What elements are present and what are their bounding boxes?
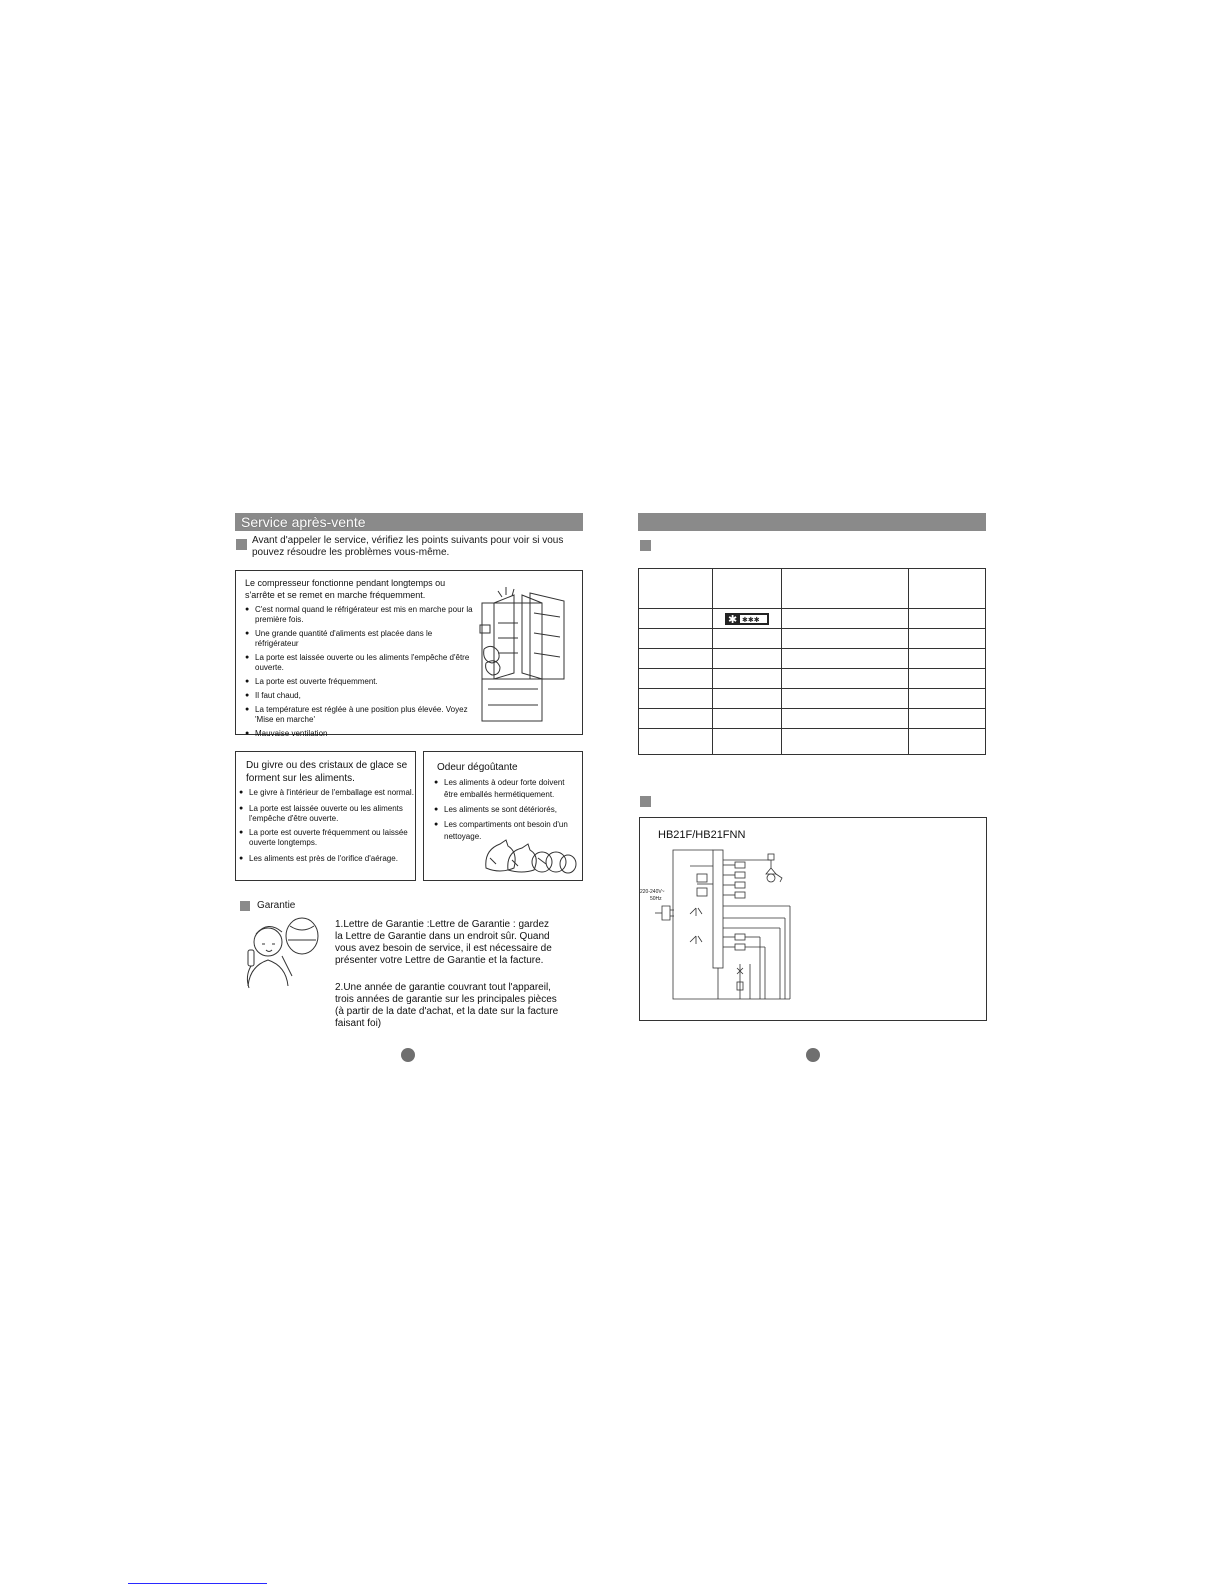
list-item: ● Les aliments est près de l'orifice d'aérage. [239,854,415,864]
table-row [639,729,986,755]
left-header-title: Service après-vente [241,514,366,530]
wiring-model-label: HB21F/HB21FNN [658,829,746,841]
frost-box-title: Du givre ou des cristaux de glace se forment sur les aliments. [246,760,408,784]
compressor-box [235,570,583,738]
right-page-number [806,1048,820,1062]
right-header-bar [638,513,986,531]
bottom-link-underline[interactable] [128,1583,267,1584]
specification-table [638,568,986,755]
fridge-illustration [474,583,574,723]
garantie-paragraph-2: 2.Une année de garantie couvrant tout l'appareil, trois années de garantie sur les principales pièces (à partir de la date d'achat, et la date sur la facture faisant foi) [335,982,559,1029]
table-row [639,689,986,709]
table-row [639,709,986,729]
freezer-star-rating-icon [725,613,769,625]
list-item: ● Il faut chaud, [245,691,473,701]
intro-text: Avant d'appeler le service, vérifiez les points suivants pour voir si vous pouvez résoudre les problèmes vous-même. [252,535,564,558]
svg-text:✱✱✱: ✱✱✱ [742,615,760,624]
garantie-bullet-square [240,901,250,911]
list-item: ● Le givre à l'intérieur de l'emballage est normal. [239,788,415,798]
left-page-number [401,1048,415,1062]
compressor-list [245,605,473,743]
list-item: ● La porte est laissée ouverte ou les aliments l'empêche d'être ouverte. [239,804,415,824]
table-section-square [640,540,651,551]
garantie-heading: Garantie [257,900,296,911]
odor-box [423,751,583,881]
table-row [639,669,986,689]
food-bags-illustration [482,838,578,876]
table-row [639,609,986,629]
list-item: ● La porte est ouverte fréquemment. [245,677,473,687]
list-item: ● Mauvaise ventilation [245,729,473,739]
compressor-box-title: Le compresseur fonctionne pendant longtemps ou s'arrête et se remet en marche fréquemment. [245,578,446,600]
odor-list [434,777,580,847]
left-header-bar [235,513,583,531]
wiring-diagram [640,844,840,1004]
odor-box-title: Odeur dégoûtante [437,762,518,773]
wiring-diagram-box [639,817,987,1021]
list-item: ● Les aliments à odeur forte doivent être emballés hermétiquement. [434,777,580,801]
frost-list [239,788,415,868]
intro-bullet-square [236,539,247,550]
list-item: ● Les aliments se sont détériorés, [434,805,580,815]
table-row [639,649,986,669]
table-row [639,629,986,649]
frost-box [235,751,416,881]
table-row [639,569,986,609]
list-item: ● La porte est laissée ouverte ou les aliments l'empêche d'être ouverte. [245,653,473,673]
list-item: ● Une grande quantité d'aliments est placée dans le réfrigérateur [245,629,473,649]
wiring-section-square [640,796,651,807]
garantie-paragraph-1: 1.Lettre de Garantie :Lettre de Garantie : gardez la Lettre de Garantie dans un endroit sûr. Quand vous avez besoin de service, il est nécessaire de présenter votre Lettre de Garantie et la facture. [335,919,552,966]
wiring-voltage-label: 220-240V~ [640,889,665,895]
list-item: ● La température est réglée à une position plus élevée. Voyez 'Mise en marche' [245,705,473,725]
phone-man-illustration [238,916,324,992]
list-item: ● La porte est ouverte fréquemment ou laissée ouverte longtemps. [239,828,415,848]
svg-text:✱: ✱ [728,612,738,625]
list-item: ● C'est normal quand le réfrigérateur est mis en marche pour la première fois. [245,605,473,625]
wiring-frequency-label: 50Hz [650,896,662,902]
list-item: ● Les compartiments ont besoin d'un nettoyage. [434,819,580,843]
